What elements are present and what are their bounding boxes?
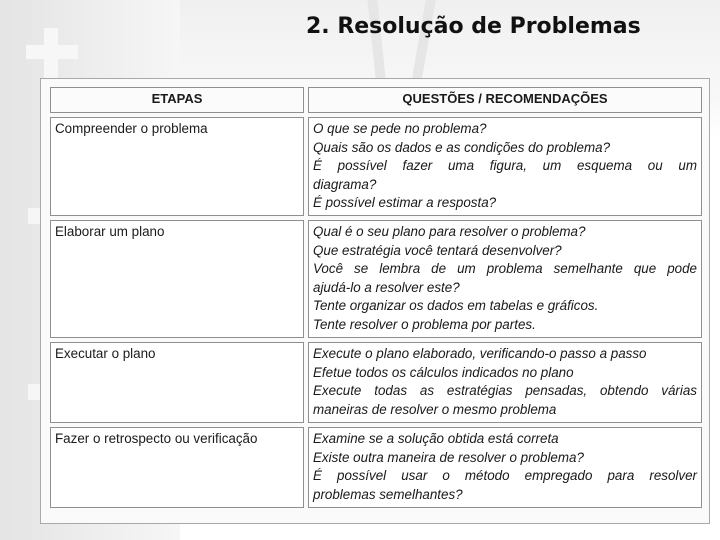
table-header-row <box>50 87 702 113</box>
question-line: ajudá-lo a resolver este? <box>313 279 460 295</box>
stage-cell: Compreender o problema <box>50 117 304 216</box>
table-row <box>50 427 702 508</box>
question-line: Que estratégia você tentará desenvolver? <box>313 242 562 258</box>
question-line: Tente organizar os dados em tabelas e gráficos. <box>313 298 599 314</box>
questions-cell <box>308 117 702 216</box>
questions-cell <box>308 342 702 423</box>
question-line: Execute todas as estratégias pensadas, obtendo várias <box>313 383 697 399</box>
question-line: Você se lembra de um problema semelhante que pode <box>313 261 697 277</box>
stage-cell: Elaborar um plano <box>50 220 304 338</box>
table-row <box>50 220 702 338</box>
question-line: Examine se a solução obtida está correta <box>313 431 559 446</box>
question-line: Qual é o seu plano para resolver o problema? <box>313 224 586 239</box>
question-line: É possível estimar a resposta? <box>313 195 497 211</box>
table-row <box>50 117 702 216</box>
table-row <box>50 342 702 423</box>
stage-cell: Executar o plano <box>50 342 304 423</box>
header-questoes: QUESTÕES / RECOMENDAÇÕES <box>308 87 702 113</box>
questions-cell <box>308 427 702 508</box>
header-etapas: ETAPAS <box>50 87 304 113</box>
question-line: Existe outra maneira de resolver o problema? <box>313 449 584 465</box>
question-line: diagrama? <box>313 176 377 192</box>
questions-cell <box>308 220 702 338</box>
question-line: maneiras de resolver o mesmo problema <box>313 401 557 417</box>
question-line: É possível fazer uma figura, um esquema ou um <box>313 158 697 174</box>
question-line: Efetue todos os cálculos indicados no plano <box>313 364 574 380</box>
question-line: O que se pede no problema? <box>313 121 487 136</box>
question-line: Quais são os dados e as condições do problema? <box>313 139 611 155</box>
question-line: Tente resolver o problema por partes. <box>313 316 536 332</box>
plus-decoration-icon-bar <box>26 45 78 59</box>
stage-cell: Fazer o retrospecto ou verificação <box>50 427 304 508</box>
slide-title: 2. Resolução de Problemas <box>306 14 641 39</box>
question-line: problemas semelhantes? <box>313 486 463 502</box>
question-line: É possível usar o método empregado para resolver <box>313 468 697 484</box>
question-line: Execute o plano elaborado, verificando-o passo a passo <box>313 346 647 361</box>
problem-solving-table <box>46 83 706 512</box>
